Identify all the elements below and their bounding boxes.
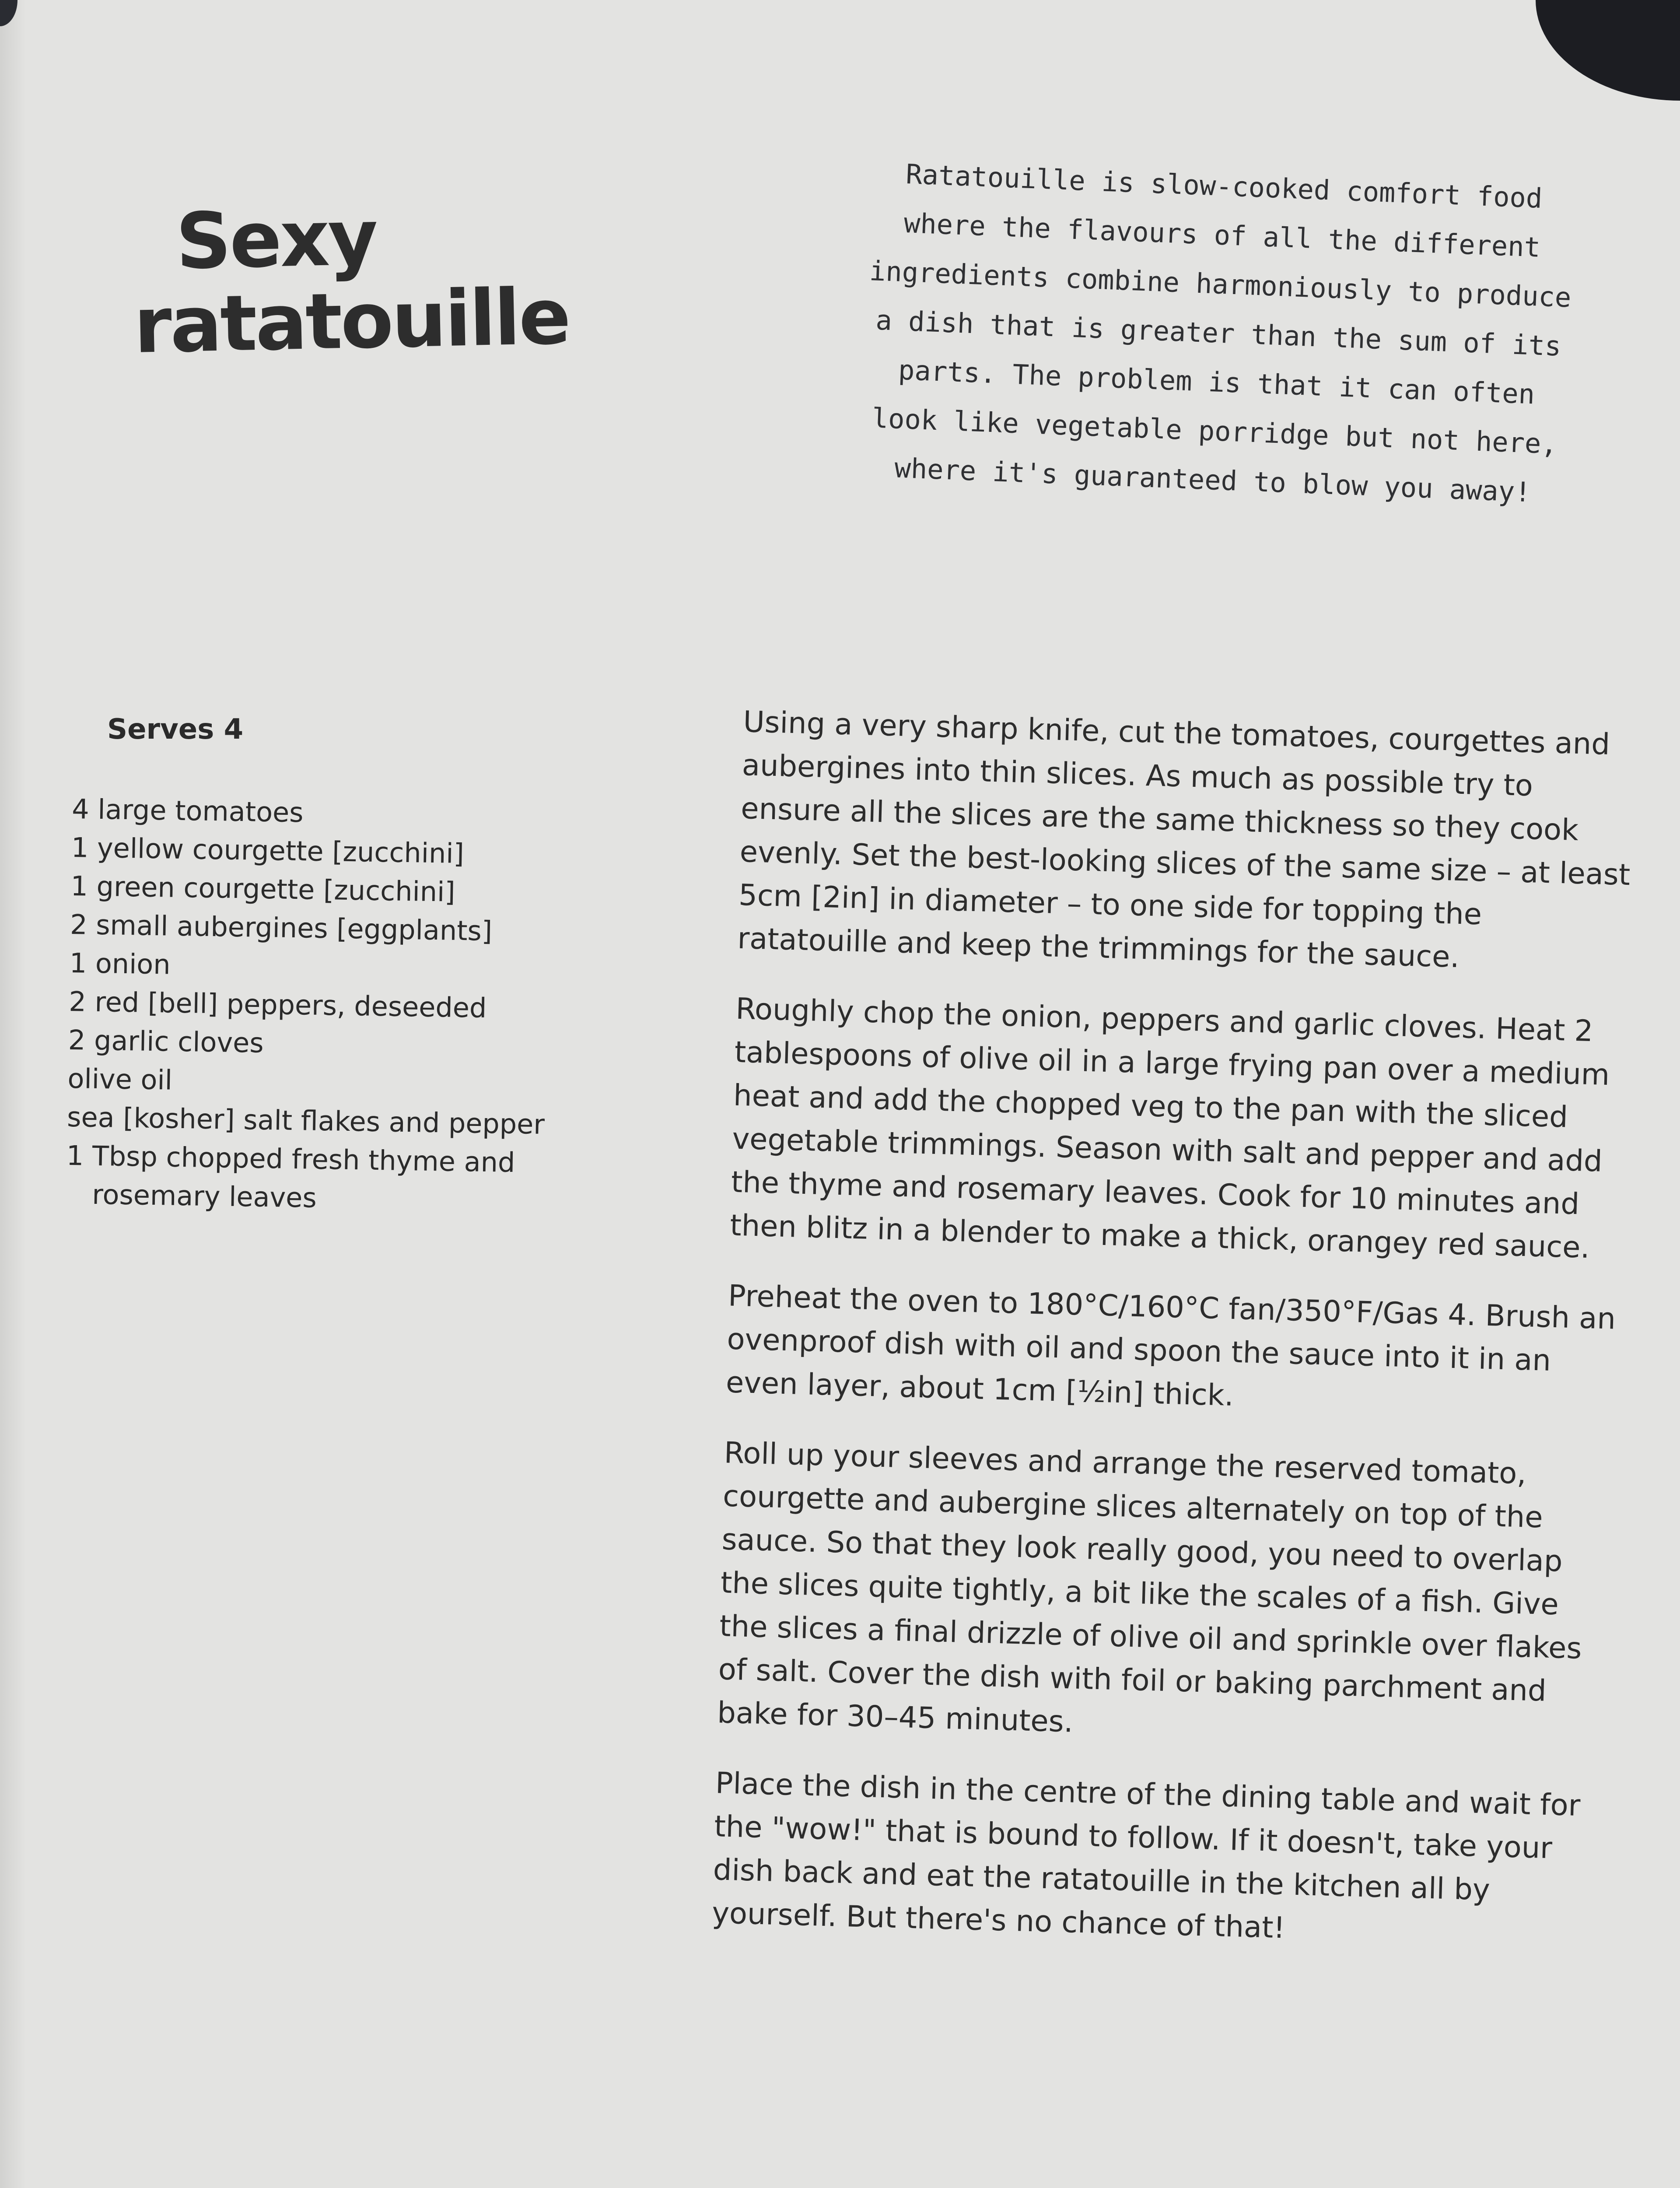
ingredient-item: 4 large tomatoes: [71, 792, 304, 829]
ingredient-item: olive oil: [67, 1062, 173, 1096]
method-step: Roll up your sleeves and arrange the reserved tomato, courgette and aubergine slices alternately on top of the sauce. So that they look really good, you need to overlap the slices quite tightly, a bit like the scales of a fish. Give the slices a final drizzle of olive oil and sprinkle over flakes of salt. Cover the dish with foil or baking parchment and bake for 30–45 minutes.: [717, 1435, 1582, 1739]
recipe-title-line-2: ratatouille: [133, 272, 570, 371]
serves-label: Serves 4: [107, 713, 244, 746]
method-step: Preheat the oven to 180°C/160°C fan/350°F/Gas 4. Brush an ovenproof dish with oil and spoon the sauce into it in an even layer, about 1cm [½in] thick.: [725, 1278, 1616, 1413]
ingredient-item: 1 onion: [69, 947, 171, 981]
ingredient-item: sea [kosher] salt flakes and pepper: [66, 1101, 545, 1141]
recipe-title: [131, 190, 660, 371]
recipe-title-line-1: Sexy: [175, 193, 378, 287]
ingredient-item: 1 yellow courgette [zucchini]: [71, 831, 465, 870]
ingredient-item: 1 Tbsp chopped fresh thyme and rosemary leaves: [66, 1139, 515, 1214]
background-corner-right: [1536, 0, 1680, 101]
page-gutter-shadow: [0, 0, 26, 2188]
ingredient-list: [66, 790, 676, 1223]
ingredient-item: 2 small aubergines [eggplants]: [70, 908, 493, 947]
ingredient-item: 1 green courgette [zucchini]: [70, 870, 456, 908]
ingredient-item: 2 garlic cloves: [68, 1024, 264, 1059]
method-steps: [711, 700, 1636, 1985]
method-step: Roughly chop the onion, peppers and garlic cloves. Heat 2 tablespoons of olive oil in a large frying pan over a medium heat and add the chopped veg to the pan with the sliced vegetable trimmings. Season with salt and pepper and add the thyme and rosemary leaves. Cook for 10 minutes and then blitz in a blender to make a thick, orangey red sauce.: [729, 991, 1610, 1265]
method-step: Place the dish in the centre of the dining table and wait for the "wow!" that is bound to follow. If it doesn't, take your dish back and eat the ratatouille in the kitchen all by yourself. But there's no chance of that!: [711, 1766, 1581, 1945]
method-step: Using a very sharp knife, cut the tomatoes, courgettes and aubergines into thin slices. As much as possible try to ensure all the slices are the same thickness so they cook evenly. Set the best-looking slices of the same size – at least 5cm [2in] in diameter – to one side for topping the ratatouille and keep the trimmings for the sauce.: [737, 704, 1631, 975]
ingredient-item: 2 red [bell] peppers, deseeded: [68, 985, 487, 1024]
recipe-intro: Ratatouille is slow-cooked comfort food where the flavours of all the different ingredients combine harmoniously to produce a dish that is greater than the sum of its parts. The problem is that it can often look like vegetable porridge but not here, where it's guaranteed to blow you away!: [868, 158, 1572, 508]
